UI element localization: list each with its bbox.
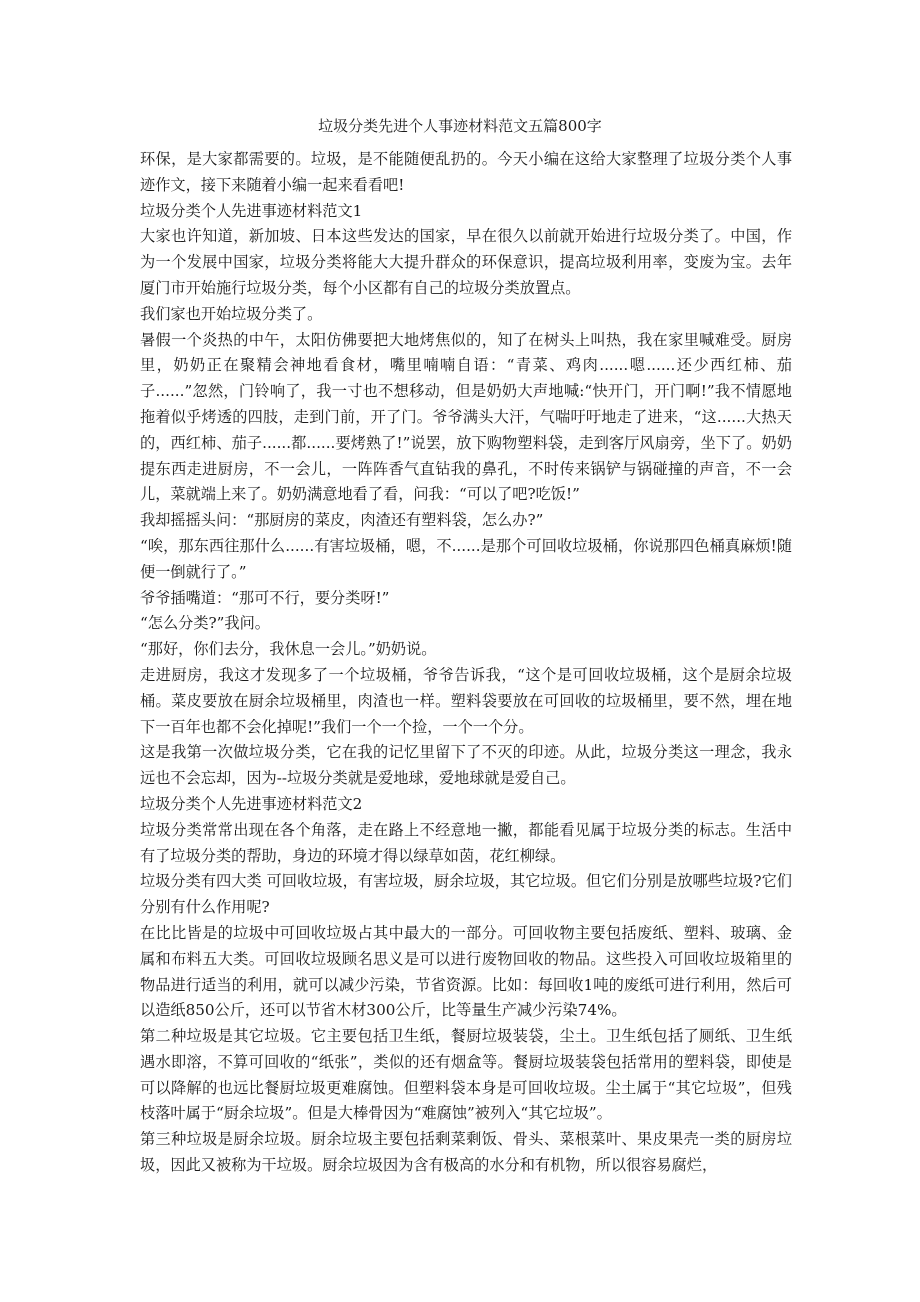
paragraph: 这是我第一次做垃圾分类，它在我的记忆里留下了不灭的印迹。从此，垃圾分类这一理念，我永远也不会忘却，因为--垃圾分类就是爱地球，爱地球就是爱自己。: [140, 743, 792, 788]
paragraph: 大家也许知道，新加坡、日本这些发达的国家，早在很久以前就开始进行垃圾分类了。中国，作为一个发展中国家，垃圾分类将能大大提升群众的环保意识，提高垃圾利用率，变废为宝。去年厦门市开始施行垃圾分类，每个小区都有自己的垃圾分类放置点。: [140, 227, 792, 297]
paragraph: “唉，那东西往那什么......有害垃圾桶，嗯，不......是那个可回收垃圾桶，你说那四色桶真麻烦!随便一倒就行了。”: [140, 536, 792, 581]
paragraph: “那好，你们去分，我休息一会儿。”奶奶说。: [140, 640, 437, 659]
paragraph: 走进厨房，我这才发现多了一个垃圾桶，爷爷告诉我，“这个是可回收垃圾桶，这个是厨余垃圾桶。菜皮要放在厨余垃圾桶里，肉渣也一样。塑料袋要放在可回收的垃圾桶里，要不然，埋在地下一百年也都不会化掉呢!”我们一个一个捡，一个一个分。: [140, 665, 792, 736]
paragraph: “怎么分类?”我问。: [140, 614, 270, 633]
paragraph: 我却摇摇头问：“那厨房的菜皮，肉渣还有塑料袋，怎么办?”: [140, 511, 544, 530]
paragraph: 在比比皆是的垃圾中可回收垃圾占其中最大的一部分。可回收物主要包括废纸、塑料、玻璃、金属和布料五大类。可回收垃圾顾名思义是可以进行废物回收的物品。这些投入可回收垃圾箱里的物品进行适当的利用，就可以减少污染，节省资源。比如：每回收1吨的废纸可进行利用，然后可以造纸850公斤，还可以节省木材300公斤，比等量生产减少污染74%。: [140, 923, 792, 1020]
section-heading-1: 垃圾分类个人先进事迹材料范文1: [140, 201, 363, 220]
section-heading-2: 垃圾分类个人先进事迹材料范文2: [140, 794, 363, 813]
paragraph: 第二种垃圾是其它垃圾。它主要包括卫生纸，餐厨垃圾装袋，尘土。卫生纸包括了厕纸、卫生纸遇水即溶，不算可回收的“纸张”，类似的还有烟盒等。餐厨垃圾装袋包括常用的塑料袋，即使是可以降解的也远比餐厨垃圾更难腐蚀。但塑料袋本身是可回收垃圾。尘土属于“其它垃圾”，但残枝落叶属于“厨余垃圾”。但是大棒骨因为“难腐蚀”被列入“其它垃圾”。: [140, 1027, 792, 1123]
paragraph-intro: 环保，是大家都需要的。垃圾，是不能随便乱扔的。今天小编在这给大家整理了垃圾分类个人事迹作文，接下来随着小编一起来看看吧!: [140, 150, 792, 194]
document-body: [140, 147, 792, 1179]
paragraph: 爷爷插嘴道：“那可不行，要分类呀!”: [140, 588, 390, 607]
paragraph: 垃圾分类常常出现在各个角落，走在路上不经意地一撇，都能看见属于垃圾分类的标志。生活中有了垃圾分类的帮助，身边的环境才得以绿草如茵，花红柳绿。: [140, 820, 792, 865]
document-title: 垃圾分类先进个人事迹材料范文五篇800字: [318, 117, 602, 135]
paragraph: 垃圾分类有四大类 可回收垃圾，有害垃圾，厨余垃圾，其它垃圾。但它们分别是放哪些垃圾?它们分别有什么作用呢?: [140, 872, 792, 917]
paragraph: 暑假一个炎热的中午，太阳仿佛要把大地烤焦似的，知了在树头上叫热，我在家里喊难受。厨房里，奶奶正在聚精会神地看食材，嘴里喃喃自语：“青菜、鸡肉......嗯......还少西红柿、茄子......”忽然，门铃响了，我一寸也不想移动，但是奶奶大声地喊:“快开门，开门啊!”我不情愿地拖着似乎烤透的四肢，走到门前，开了门。爷爷满头大汗，气喘吁吁地走了进来，“这......大热天的，西红柿、茄子......都......要烤熟了!”说罢，放下购物塑料袋，走到客厅风扇旁，坐下了。奶奶提东西走进厨房，不一会儿，一阵阵香气直钻我的鼻孔，不时传来锅铲与锅碰撞的声音，不一会儿，菜就端上来了。奶奶满意地看了看，问我：“可以了吧?吃饭!”: [140, 330, 792, 504]
paragraph: 我们家也开始垃圾分类了。: [140, 304, 323, 323]
paragraph: 第三种垃圾是厨余垃圾。厨余垃圾主要包括剩菜剩饭、骨头、菜根菜叶、果皮果壳一类的厨房垃圾，因此又被称为干垃圾。厨余垃圾因为含有极高的水分和有机物，所以很容易腐烂，: [140, 1130, 792, 1175]
